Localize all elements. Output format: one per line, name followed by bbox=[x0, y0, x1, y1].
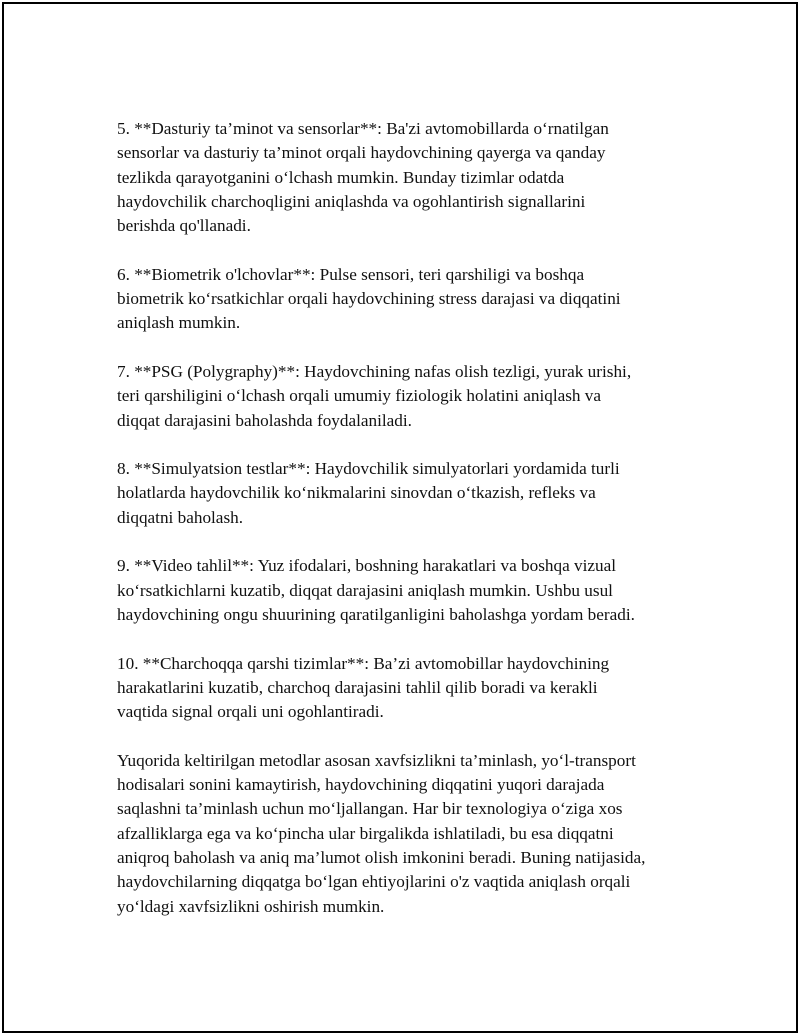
text-line: harakatlarini kuzatib, charchoq darajasini tahlil qilib boradi va kerakli bbox=[117, 677, 598, 697]
text-line: biometrik ko‘rsatkichlar orqali haydovchining stress darajasi va diqqatini bbox=[117, 289, 621, 309]
paragraph-item-7 bbox=[117, 360, 717, 433]
text-line: haydovchining ongu shuurining qaratilganligini baholashga yordam beradi. bbox=[117, 604, 635, 624]
paragraph-item-6 bbox=[117, 263, 717, 336]
text-line: saqlashni ta’minlash uchun mo‘ljallangan. Har bir texnologiya o‘ziga xos bbox=[117, 799, 623, 819]
text-line: tezlikda qarayotganini o‘lchash mumkin. Bunday tizimlar odatda bbox=[117, 167, 565, 187]
paragraph-item-9 bbox=[117, 554, 717, 627]
text-line: berishda qo'llanadi. bbox=[117, 216, 251, 236]
text-line: hodisalari sonini kamaytirish, haydovchining diqqatini yuqori darajada bbox=[117, 775, 605, 795]
text-line: 7. **PSG (Polygraphy)**: Haydovchining nafas olish tezligi, yurak urishi, bbox=[117, 361, 632, 381]
paragraph-item-5 bbox=[117, 117, 717, 238]
text-line: 5. **Dasturiy ta’minot va sensorlar**: Ba'zi avtomobillarda o‘rnatilgan bbox=[117, 119, 609, 138]
text-line: 6. **Biometrik o'lchovlar**: Pulse sensori, teri qarshiligi va boshqa bbox=[117, 264, 585, 284]
text-line: Yuqorida keltirilgan metodlar asosan xavfsizlikni ta’minlash, yo‘l-transport bbox=[117, 750, 636, 770]
paragraph-item-8 bbox=[117, 457, 717, 530]
text-line: vaqtida signal orqali uni ogohlantiradi. bbox=[117, 702, 384, 722]
paragraph-item-10 bbox=[117, 652, 717, 725]
text-line: 8. **Simulyatsion testlar**: Haydovchilik simulyatorlari yordamida turli bbox=[117, 459, 620, 479]
text-line: diqqatni baholash. bbox=[117, 507, 244, 527]
text-line: 9. **Video tahlil**: Yuz ifodalari, boshning harakatlari va boshqa vizual bbox=[117, 556, 617, 576]
text-line: ko‘rsatkichlarni kuzatib, diqqat darajasini aniqlash mumkin. Ushbu usul bbox=[117, 580, 613, 600]
text-line: aniqroq baholash va aniq ma’lumot olish imkonini beradi. Buning natijasida, bbox=[117, 847, 646, 867]
text-line: afzalliklarga ega va ko‘pincha ular birgalikda ishlatiladi, bu esa diqqatni bbox=[117, 823, 614, 843]
text-line: holatlarda haydovchilik ko‘nikmalarini sinovdan o‘tkazish, refleks va bbox=[117, 483, 596, 503]
text-line: diqqat darajasini baholashda foydalaniladi. bbox=[117, 410, 412, 430]
text-line: haydovchilik charchoqligini aniqlashda va ogohlantirish signallarini bbox=[117, 191, 586, 211]
conclusion-paragraph bbox=[117, 749, 717, 919]
text-line: sensorlar va dasturiy ta’minot orqali haydovchining qayerga va qanday bbox=[117, 143, 606, 163]
text-line: aniqlash mumkin. bbox=[117, 313, 241, 333]
text-line: yo‘ldagi xavfsizlikni oshirish mumkin. bbox=[117, 896, 385, 916]
text-line: teri qarshiligini o‘lchash orqali umumiy fiziologik holatini aniqlash va bbox=[117, 386, 602, 406]
document-body bbox=[117, 117, 717, 943]
text-line: haydovchilarning diqqatga bo‘lgan ehtiyojlarini o'z vaqtida aniqlash orqali bbox=[117, 872, 631, 892]
text-line: 10. **Charchoqqa qarshi tizimlar**: Ba’zi avtomobillar haydovchining bbox=[117, 653, 610, 673]
